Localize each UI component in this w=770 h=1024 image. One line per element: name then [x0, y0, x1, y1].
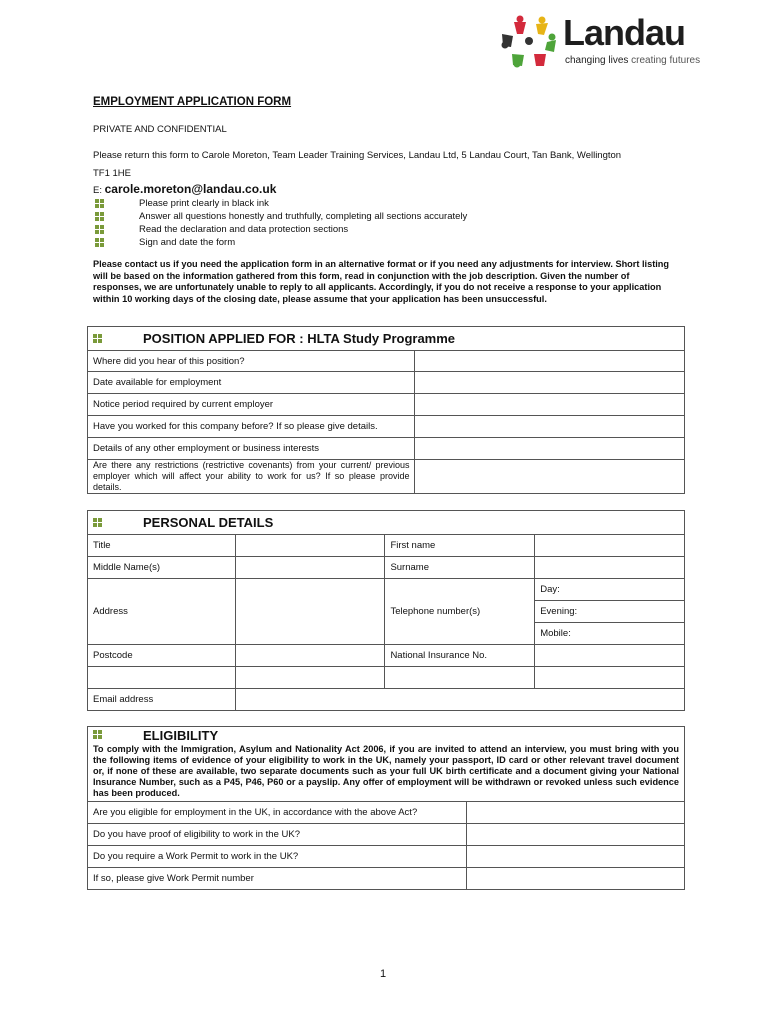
return-address-line1: Please return this form to Carole Moreton, Team Leader Training Services, Landau Ltd, 5 Landau Court, Tan Bank, Wellington: [93, 150, 622, 161]
eligibility-answer-field[interactable]: [467, 802, 685, 824]
phone-mobile-field[interactable]: Mobile:: [535, 623, 685, 645]
contact-email-link[interactable]: carole.moreton@landau.co.uk: [104, 182, 277, 196]
first-name-field[interactable]: [535, 535, 685, 557]
surname-field[interactable]: [535, 557, 685, 579]
position-answer-field[interactable]: [415, 438, 685, 460]
email-label: Email address: [88, 689, 236, 711]
title-field[interactable]: [235, 535, 385, 557]
address-field[interactable]: [235, 579, 385, 645]
contact-note: Please contact us if you need the application form in an alternative format or if you need any adjustments for interview. Short listing will be based on the information gathered from this form, read in conjunction with the job description. Given the number of responses, we are unfortunately unable to reply to all applicants. Accordingly, if you do not receive a response to your application within 10 working days of the closing date, please assume that your application has been unsuccessful.: [93, 259, 670, 304]
middle-names-field[interactable]: [235, 557, 385, 579]
eligibility-question: Do you have proof of eligibility to work in the UK?: [88, 824, 467, 846]
contact-email-line: E: carole.moreton@landau.co.uk: [93, 182, 277, 196]
bullet-square-icon: [95, 238, 104, 247]
eligibility-text: To comply with the Immigration, Asylum and Nationality Act 2006, if you are invited to attend an interview, you must bring with you the following items of evidence of your eligibility to work in the UK, namely your passport, ID card or other relevant travel document or, if none of these are available, two separate documents such as your full UK birth certificate and a document giving your National Insurance Number, such as a P45, P46, P60 or a payslip. Any offer of employment will be withdrawn or revoked unless such evidence has been produced.: [93, 744, 679, 798]
phone-day-field[interactable]: Day:: [535, 579, 685, 601]
confidential-label: PRIVATE AND CONFIDENTIAL: [93, 124, 227, 135]
form-title: EMPLOYMENT APPLICATION FORM: [93, 96, 292, 108]
section-square-icon: [93, 518, 102, 527]
eligibility-question: Are you eligible for employment in the UK, in accordance with the above Act?: [88, 802, 467, 824]
surname-label: Surname: [385, 557, 535, 579]
position-answer-field[interactable]: [415, 351, 685, 372]
position-heading: POSITION APPLIED FOR : HLTA Study Programme: [143, 331, 456, 346]
ni-field[interactable]: [535, 645, 685, 667]
blank-field[interactable]: [235, 667, 385, 689]
title-label: Title: [88, 535, 236, 557]
position-question: Are there any restrictions (restrictive covenants) from your current/ previous employer which will affect your ability to work for us? If so please provide details.: [88, 460, 415, 494]
eligibility-answer-field[interactable]: [467, 824, 685, 846]
eligibility-answer-field[interactable]: [467, 846, 685, 868]
postcode-field[interactable]: [235, 645, 385, 667]
personal-heading: PERSONAL DETAILS: [143, 515, 274, 530]
position-question: Have you worked for this company before? If so please give details.: [88, 416, 415, 438]
eligibility-question: Do you require a Work Permit to work in the UK?: [88, 846, 467, 868]
email-field[interactable]: [235, 689, 684, 711]
section-square-icon: [93, 730, 102, 739]
eligibility-table: [87, 726, 685, 890]
blank-cell: [88, 667, 236, 689]
position-table: [87, 326, 685, 494]
page-number: 1: [380, 968, 387, 980]
personal-details-table: [87, 510, 685, 711]
postcode-label: Postcode: [88, 645, 236, 667]
position-question: Details of any other employment or business interests: [88, 438, 415, 460]
position-answer-field[interactable]: [415, 416, 685, 438]
eligibility-heading: ELIGIBILITY: [143, 728, 219, 743]
personal-section-header: [88, 511, 684, 534]
first-name-label: First name: [385, 535, 535, 557]
logo-wordmark: Landau: [563, 12, 686, 53]
bullet-square-icon: [95, 199, 104, 208]
eligibility-question: If so, please give Work Permit number: [88, 868, 467, 890]
ni-label: National Insurance No.: [385, 645, 535, 667]
telephone-label: Telephone number(s): [385, 579, 535, 645]
bullet-square-icon: [95, 225, 104, 234]
position-question: Date available for employment: [88, 372, 415, 394]
bullet-square-icon: [95, 212, 104, 221]
position-answer-field[interactable]: [415, 394, 685, 416]
eligibility-answer-field[interactable]: [467, 868, 685, 890]
blank-field[interactable]: [385, 667, 535, 689]
position-question: Notice period required by current employer: [88, 394, 415, 416]
position-section-header: [88, 327, 684, 350]
return-address-line2: TF1 1HE: [93, 168, 132, 179]
logo-tagline: changing lives creating futures: [565, 55, 701, 66]
middle-names-label: Middle Name(s): [88, 557, 236, 579]
blank-field[interactable]: [535, 667, 685, 689]
position-question: Where did you hear of this position?: [88, 351, 415, 372]
landau-logo-icon: [500, 12, 558, 70]
section-square-icon: [93, 334, 102, 343]
phone-evening-field[interactable]: Evening:: [535, 601, 685, 623]
eligibility-section-header: [91, 727, 681, 744]
position-answer-field[interactable]: [415, 372, 685, 394]
position-answer-field[interactable]: [415, 460, 685, 494]
address-label: Address: [88, 579, 236, 645]
